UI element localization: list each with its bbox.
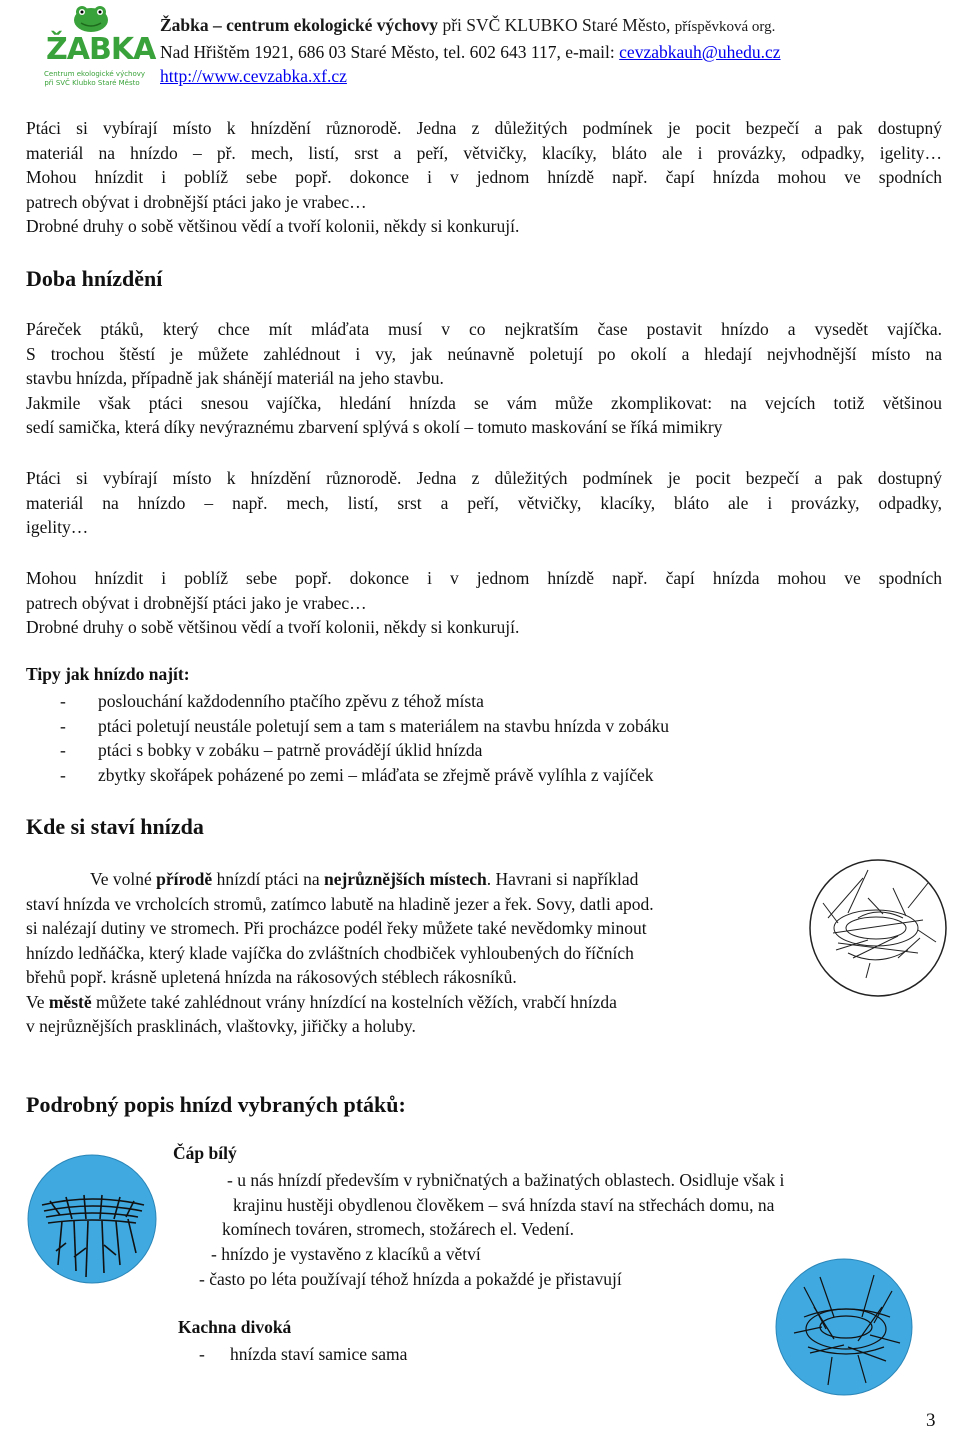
section-title-doba: Doba hnízdění [26, 266, 163, 291]
repeat-line-2: materiál na hnízdo – např. mech, listí, srst a peří, větvičky, klacíky, bláto ale i provázky, odpadky, [26, 492, 942, 513]
kde-bold-nature: přírodě [156, 869, 213, 889]
web-link[interactable]: http://www.cevzabka.xf.cz [160, 66, 347, 86]
kde-line-6 [26, 990, 816, 1015]
stork-nest-icon [26, 1153, 158, 1285]
doba-line-3: stavbu hnízda, případně jak shánějí materiál na jeho stavbu. [26, 368, 444, 388]
intro-paragraph [26, 116, 942, 239]
org-type: příspěvková org. [674, 19, 776, 35]
intro-line-1: Ptáci si vybírají místo k hnízdění různorodě. Jedna z důležitých podmínek je pocit bezpečí a pak dostupný [26, 118, 942, 138]
kde-line-3: si nalézají dutiny ve stromech. Při procházce podél řeky můžete také nevědomky minout [26, 918, 647, 938]
intro-line-3: Mohou hnízdit i poblíž sebe popř. dokonce i v jednom hnízdě např. čapí hnízda mohou ve spodních [26, 167, 942, 187]
stork-line-5: - často po léta používají téhož hnízda a pokaždé je přistavují [199, 1269, 622, 1289]
duck-title: Kachna divoká [178, 1317, 292, 1337]
logo-text: ŽABKA [46, 32, 156, 67]
doba-paragraph [26, 317, 942, 440]
stork-line-4: - hnízdo je vystavěno z klacíků a větví [211, 1244, 481, 1264]
repeat-line-6: Drobné druhy o sobě většinou vědí a tvoří kolonii, někdy si konkurují. [26, 617, 520, 637]
header-address-line [160, 42, 781, 63]
intro-line-4: patrech obývat i drobnější ptáci jako je vrabec… [26, 191, 367, 212]
nest-drawing-icon [808, 858, 948, 998]
intro-line-2: materiál na hnízdo – př. mech, listí, srst a peří, větvičky, klacíky, bláto ale i provázky, odpadky, igelity… [26, 142, 942, 163]
logo-subtitle-1: Centrum ekologické výchovy [44, 70, 146, 78]
nest-illustration-lineart [808, 858, 948, 998]
stork-nest-image [26, 1153, 158, 1285]
stork-line-2: krajinu hustěji obydlenou člověkem – svá hnízda staví na střechách domu, na [233, 1195, 775, 1215]
duck-nest-icon [774, 1257, 914, 1397]
doba-line-5: sedí samička, která díky nevýraznému zbarvení splývá s okolí – tomuto maskování se říká mimikry [26, 417, 723, 437]
stork-line-3: komínech továren, stromech, stožárech el. Vedení. [222, 1219, 574, 1239]
repeat-line-3: igelity… [26, 517, 89, 537]
kde-line-2: staví hnízda ve vrcholcích stromů, zatímco labutě na hladině jezer a řek. Sovy, datli apod. [26, 893, 654, 914]
repeat-paragraph-2 [26, 566, 942, 640]
repeat-line-5: patrech obývat i drobnější ptáci jako je vrabec… [26, 592, 367, 613]
kde-text: hnízdí ptáci na [212, 869, 324, 889]
stork-title: Čáp bílý [173, 1143, 237, 1163]
address: Nad Hřištěm 1921, 686 03 Staré Město, tel. 602 643 117, e-mail: [160, 42, 620, 62]
email-link[interactable]: cevzabkauh@uhedu.cz [619, 42, 781, 62]
kde-line-5: břehů popř. krásně upletená hnízda na rákosových stéblech rákosníků. [26, 967, 517, 987]
section-title-kde: Kde si staví hnízda [26, 814, 204, 839]
org-rest: při SVČ KLUBKO Staré Město, [438, 15, 675, 35]
kde-line-1 [26, 867, 816, 892]
tips-title: Tipy jak hnízdo najít: [26, 664, 190, 684]
kde-text: Ve [26, 991, 49, 1012]
doba-line-4: Jakmile však ptáci snesou vajíčka, hledání hnízda se vám může zkomplikovat: na vejcích totiž většinou [26, 392, 942, 413]
duck-line-1: - hnízda staví samice sama [199, 1344, 408, 1364]
duck-text: hnízda staví samice sama [230, 1344, 408, 1364]
kde-paragraph [26, 867, 816, 1039]
doba-line-2: S trochou štěstí je můžete zahlédnout i vy, jak neúnavně poletují po okolí a hledají nejvhodnější místo na [26, 343, 942, 364]
tip-item: - ptáci s bobky v zobáku – patrně provádějí úklid hnízda [60, 740, 483, 760]
tip-text: ptáci poletují neustále poletují sem a tam s materiálem na stavbu hnízda v zobáku [98, 716, 670, 736]
logo-subtitle-2: při SVČ Klubko Staré Město [44, 79, 140, 87]
kde-bold-city: městě [48, 991, 92, 1012]
kde-line-4: hnízdo ledňáčka, který klade vajíčka do zvláštních chodbiček vyhloubených do říčních [26, 942, 634, 963]
repeat-line-1: Ptáci si vybírají místo k hnízdění různorodě. Jedna z důležitých podmínek je pocit bezpečí a pak dostupný [26, 468, 942, 488]
org-name: Žabka – centrum ekologické výchovy [160, 15, 439, 35]
tip-text: zbytky skořápek poházené po zemi – mláďata se zřejmě právě vylíhla z vajíček [98, 765, 654, 785]
stork-line-1: - u nás hnízdí především v rybničnatých a bažinatých oblastech. Osidluje však i [227, 1170, 785, 1190]
repeat-line-4: Mohou hnízdit i poblíž sebe popř. dokonce i v jednom hnízdě např. čapí hnízda mohou ve spodních [26, 568, 942, 588]
page-number: 3 [926, 1410, 936, 1431]
repeat-paragraph [26, 466, 942, 540]
section-title-podrobny: Podrobný popis hnízd vybraných ptáků: [26, 1092, 406, 1117]
tip-item: - poslouchání každodenního ptačího zpěvu z téhož místa [60, 691, 484, 711]
tip-text: ptáci s bobky v zobáku – patrně provádějí úklid hnízda [98, 740, 483, 760]
kde-text: . Havrani si například [486, 869, 639, 889]
kde-text: můžete také zahlédnout vrány hnízdící na kostelních věžích, vrabčí hnízda [91, 991, 617, 1012]
intro-line-5: Drobné druhy o sobě většinou vědí a tvoří kolonii, někdy si konkurují. [26, 216, 520, 236]
tip-item: - zbytky skořápek poházené po zemi – mláďata se zřejmě právě vylíhla z vajíček [60, 765, 654, 785]
header-org [160, 15, 775, 36]
kde-bold-places: nejrůznějších místech [323, 869, 487, 889]
kde-line-7: v nejrůznějších prasklinách, vlaštovky, jiřičky a holuby. [26, 1016, 416, 1036]
tip-text: poslouchání každodenního ptačího zpěvu z téhož místa [98, 691, 484, 711]
doba-line-1: Páreček ptáků, který chce mít mláďata musí v co nejkratším čase postavit hnízdo a vysedět vajíčka. [26, 319, 942, 339]
header-web-line [160, 66, 347, 87]
kde-text: Ve volné [90, 869, 157, 889]
tip-item: - ptáci poletují neustále poletují sem a tam s materiálem na stavbu hnízda v zobáku [60, 716, 670, 736]
duck-nest-image [774, 1257, 914, 1397]
